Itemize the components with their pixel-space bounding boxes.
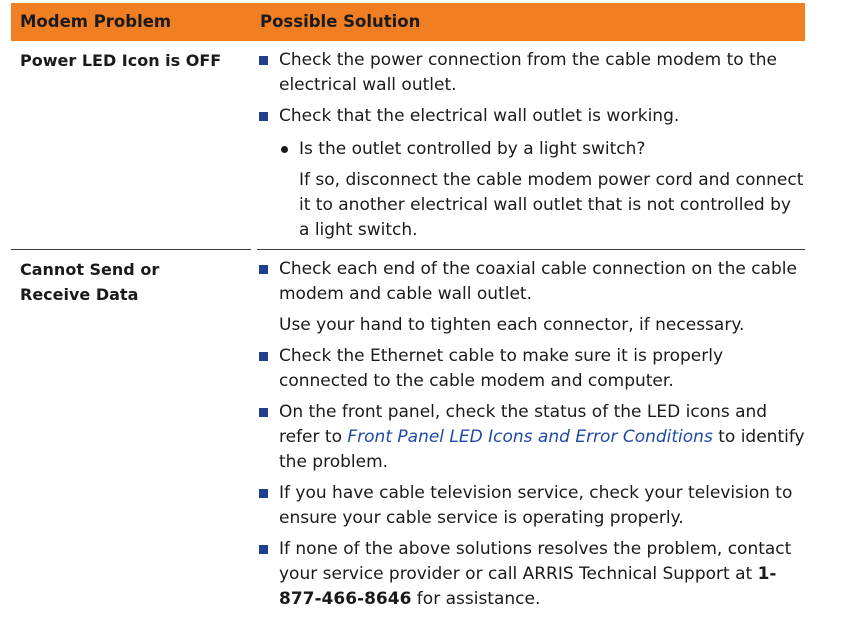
- square-bullet-icon: [259, 352, 268, 361]
- list-item: Check each end of the coaxial cable connection on the cable modem and cable wall outlet.: [259, 257, 805, 307]
- table-row: [11, 249, 805, 619]
- table-row: [11, 41, 805, 249]
- square-bullet-icon: [259, 56, 268, 65]
- header-possible-solution: Possible Solution: [260, 12, 421, 31]
- sub-note: If so, disconnect the cable modem power cord and connect it to another electrical wall outlet that is not controlled by a light switch.: [299, 170, 804, 240]
- item-note: Use your hand to tighten each connector, if necessary.: [279, 315, 745, 335]
- list-item: Check the Ethernet cable to make sure it is properly connected to the cable modem and computer.: [259, 344, 805, 394]
- round-bullet-icon: [281, 146, 288, 153]
- header-modem-problem: Modem Problem: [20, 12, 172, 31]
- square-bullet-icon: [259, 265, 268, 274]
- square-bullet-icon: [259, 545, 268, 554]
- list-item: If you have cable television service, check your television to ensure your cable service is operating properly.: [259, 481, 805, 531]
- support-phone-number: 1-877-466-8646: [279, 564, 777, 609]
- solution-list: [259, 48, 805, 243]
- table-header: [11, 3, 805, 41]
- list-item: Check the power connection from the cable modem to the electrical wall outlet.: [259, 48, 805, 98]
- square-bullet-icon: [259, 112, 268, 121]
- list-item: On the front panel, check the status of the LED icons and refer to Front Panel LED Icons and Error Conditions to identify the problem.: [259, 400, 805, 475]
- front-panel-led-link[interactable]: Front Panel LED Icons and Error Conditions: [347, 427, 713, 447]
- troubleshooting-table: [11, 3, 805, 619]
- problem-label: Cannot Send or Receive Data: [20, 260, 160, 304]
- square-bullet-icon: [259, 489, 268, 498]
- problem-label: Power LED Icon is OFF: [20, 51, 222, 70]
- square-bullet-icon: [259, 408, 268, 417]
- list-item: Check that the electrical wall outlet is working.: [259, 104, 805, 129]
- sub-list-item: Is the outlet controlled by a light switch?: [259, 137, 805, 162]
- list-item: If none of the above solutions resolves the problem, contact your service provider or call ARRIS Technical Support at 1-877-466-8646 for assistance.: [259, 537, 805, 612]
- solution-list: [259, 257, 805, 612]
